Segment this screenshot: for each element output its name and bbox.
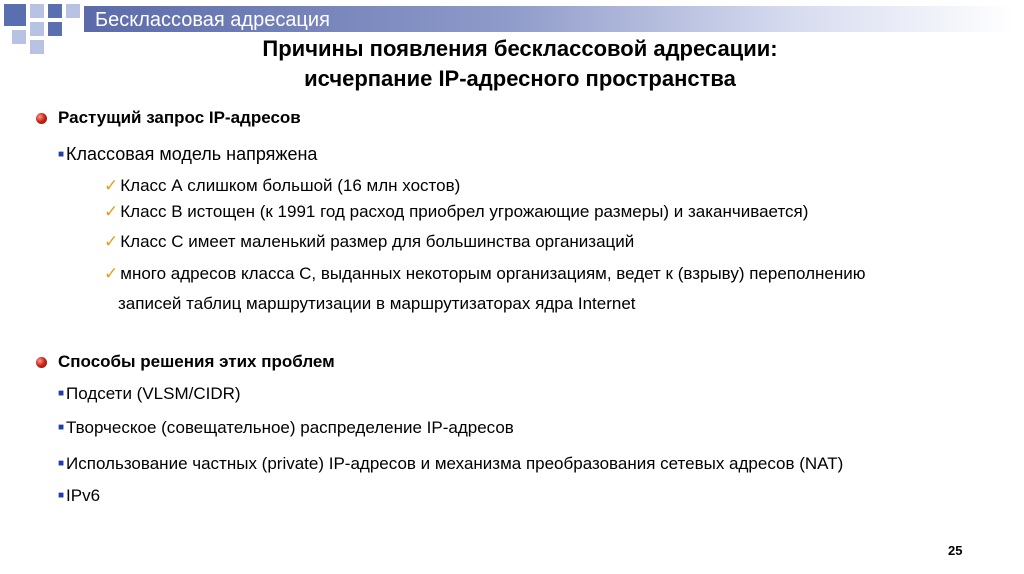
checkmark-icon: ✓ xyxy=(104,264,119,283)
section1-item: ✓ Класс В истощен (к 1991 год расход приобрел угрожающие размеры) и заканчивается) xyxy=(104,202,809,221)
deco-square xyxy=(30,22,44,36)
square-bullet-icon: ■ xyxy=(58,149,65,160)
section2-heading: Способы решения этих проблем xyxy=(58,352,335,371)
deco-square xyxy=(30,40,44,54)
section1-heading: Растущий запрос IP-адресов xyxy=(58,108,301,127)
slide-title-line1: Причины появления бесклассовой адресации: xyxy=(262,36,778,61)
slide-title xyxy=(130,34,910,94)
header-title: Бесклассовая адресация xyxy=(95,9,330,31)
deco-square xyxy=(48,22,62,36)
checkmark-icon: ✓ xyxy=(104,202,119,221)
section2-item: ■ Использование частных (private) IP-адресов и механизма преобразования сетевых адресов (NAT) xyxy=(58,454,844,473)
section2-item: ■ IPv6 xyxy=(58,486,101,505)
deco-square xyxy=(4,4,26,26)
checkmark-icon: ✓ xyxy=(104,176,119,195)
square-bullet-icon: ■ xyxy=(58,458,65,469)
section1-item: ✓ много адресов класса С, выданных некоторым организациям, ведет к (взрыву) переполнению xyxy=(104,264,866,283)
page-number: 25 xyxy=(948,543,963,558)
checkmark-icon: ✓ xyxy=(104,232,119,251)
section2-item: ■ Подсети (VLSM/CIDR) xyxy=(58,384,241,403)
section1-item: ✓ Класс А слишком большой (16 млн хостов) xyxy=(104,176,461,195)
red-ball-bullet-icon xyxy=(36,357,47,368)
slide-title-line2: исчерпание IP-адресного пространства xyxy=(304,66,736,91)
section1-item: ✓ Класс С имеет маленький размер для большинства организаций xyxy=(104,232,635,251)
deco-square xyxy=(30,4,44,18)
square-bullet-icon: ■ xyxy=(58,388,65,399)
square-bullet-icon: ■ xyxy=(58,490,65,501)
deco-square xyxy=(48,4,62,18)
deco-square xyxy=(12,30,26,44)
square-bullet-icon: ■ xyxy=(58,422,65,433)
section2-item: ■ Творческое (совещательное) распределение IP-адресов xyxy=(58,418,514,437)
section1-continuation: записей таблиц маршрутизации в маршрутизаторах ядра Internet xyxy=(118,294,636,313)
deco-square xyxy=(66,4,80,18)
section1-sub: ■ Классовая модель напряжена xyxy=(58,144,318,164)
red-ball-bullet-icon xyxy=(36,113,47,124)
